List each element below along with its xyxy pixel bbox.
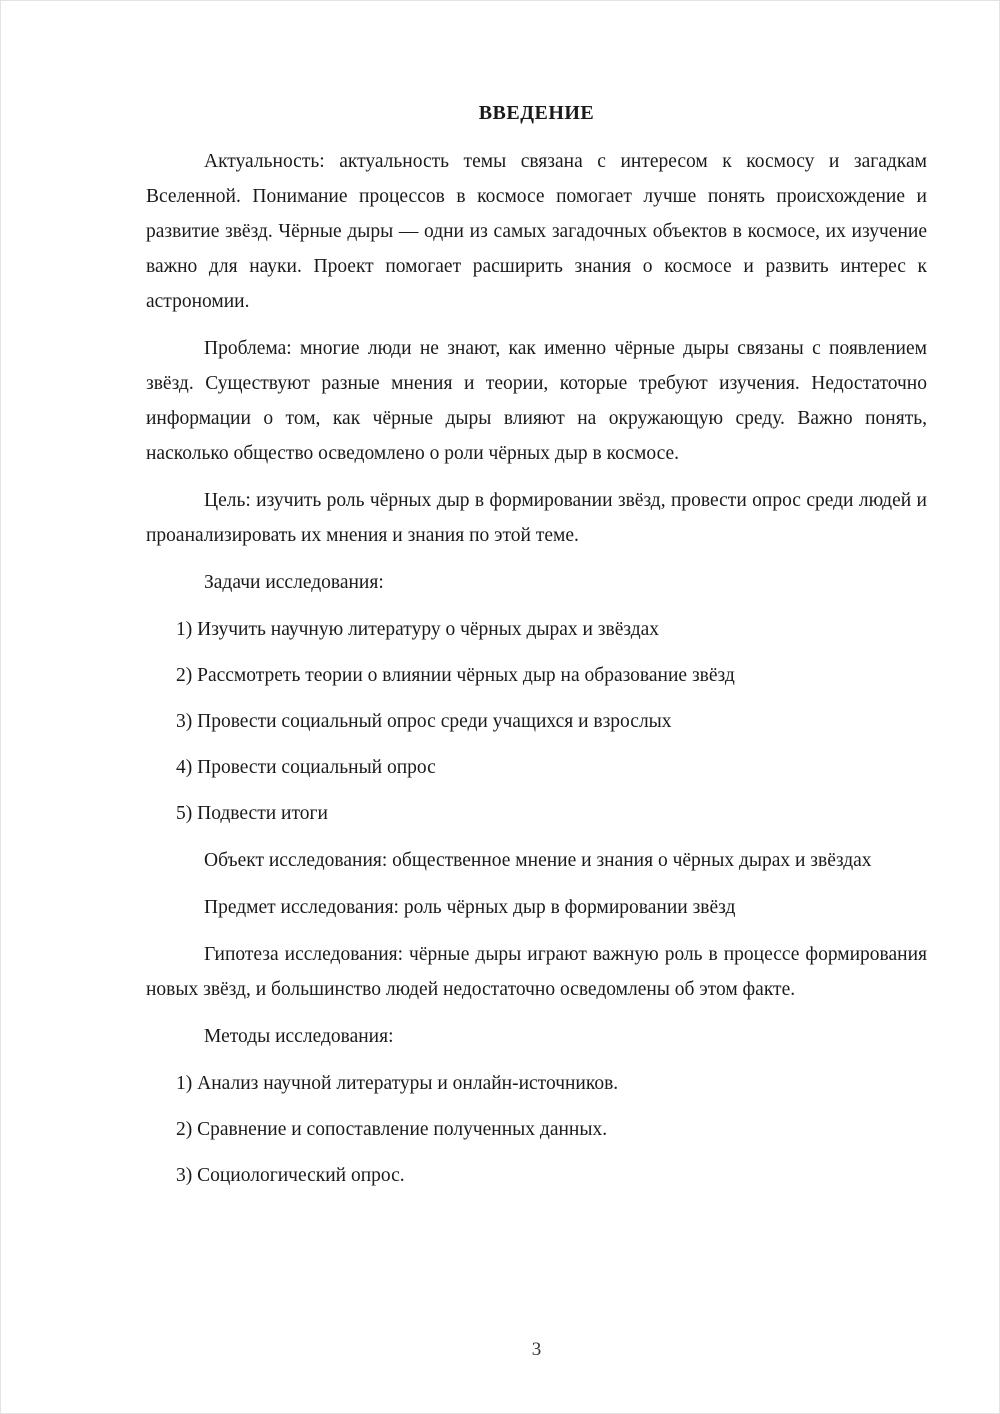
method-item-1: 1) Анализ научной литературы и онлайн-источников. [176,1073,619,1094]
paragraph-relevance: Актуальность: актуальность темы связана с интересом к космосу и загадкам Вселенной. Понимание процессов в космосе помогает лучше понять происхождение и развитие звёзд. Чёрные дыры — одни из самых загадочных объектов в космосе, их изучение важно для науки. Проект помогает расширить знания о космосе и развить интерес к астрономии. [146,151,927,312]
task-item-2: 2) Рассмотреть теории о влиянии чёрных дыр на образование звёзд [176,665,735,686]
task-item-5: 5) Подвести итоги [176,803,328,824]
paragraph-object: Объект исследования: общественное мнение и знания о чёрных дырах и звёздах [204,850,872,871]
paragraph-subject: Предмет исследования: роль чёрных дыр в формировании звёзд [204,897,736,918]
paragraph-problem: Проблема: многие люди не знают, как именно чёрные дыры связаны с появлением звёзд. Существуют разные мнения и теории, которые требуют изучения. Недостаточно информации о том, как чёрные дыры влияют на окружающую среду. Важно понять, насколько общество осведомлено о роли чёрных дыр в космосе. [146,338,927,464]
paragraph-goal: Цель: изучить роль чёрных дыр в формировании звёзд, провести опрос среди людей и проанализировать их мнения и знания по этой теме. [146,490,927,546]
page-title: ВВЕДЕНИЕ [478,102,595,124]
task-item-1: 1) Изучить научную литературу о чёрных дырах и звёздах [176,619,660,640]
page-number: 3 [531,1339,542,1360]
method-item-3: 3) Социологический опрос. [176,1165,405,1186]
task-item-4: 4) Провести социальный опрос [176,757,436,778]
tasks-list [146,612,927,831]
paragraph-hypothesis: Гипотеза исследования: чёрные дыры играют важную роль в процессе формирования новых звёзд, и большинство людей недостаточно осведомлены об этом факте. [146,944,927,1000]
tasks-heading: Задачи исследования: [204,572,384,593]
method-item-2: 2) Сравнение и сопоставление полученных данных. [176,1119,608,1140]
methods-list [146,1066,927,1193]
task-item-3: 3) Провести социальный опрос среди учащихся и взрослых [176,711,672,732]
methods-heading: Методы исследования: [204,1026,394,1047]
